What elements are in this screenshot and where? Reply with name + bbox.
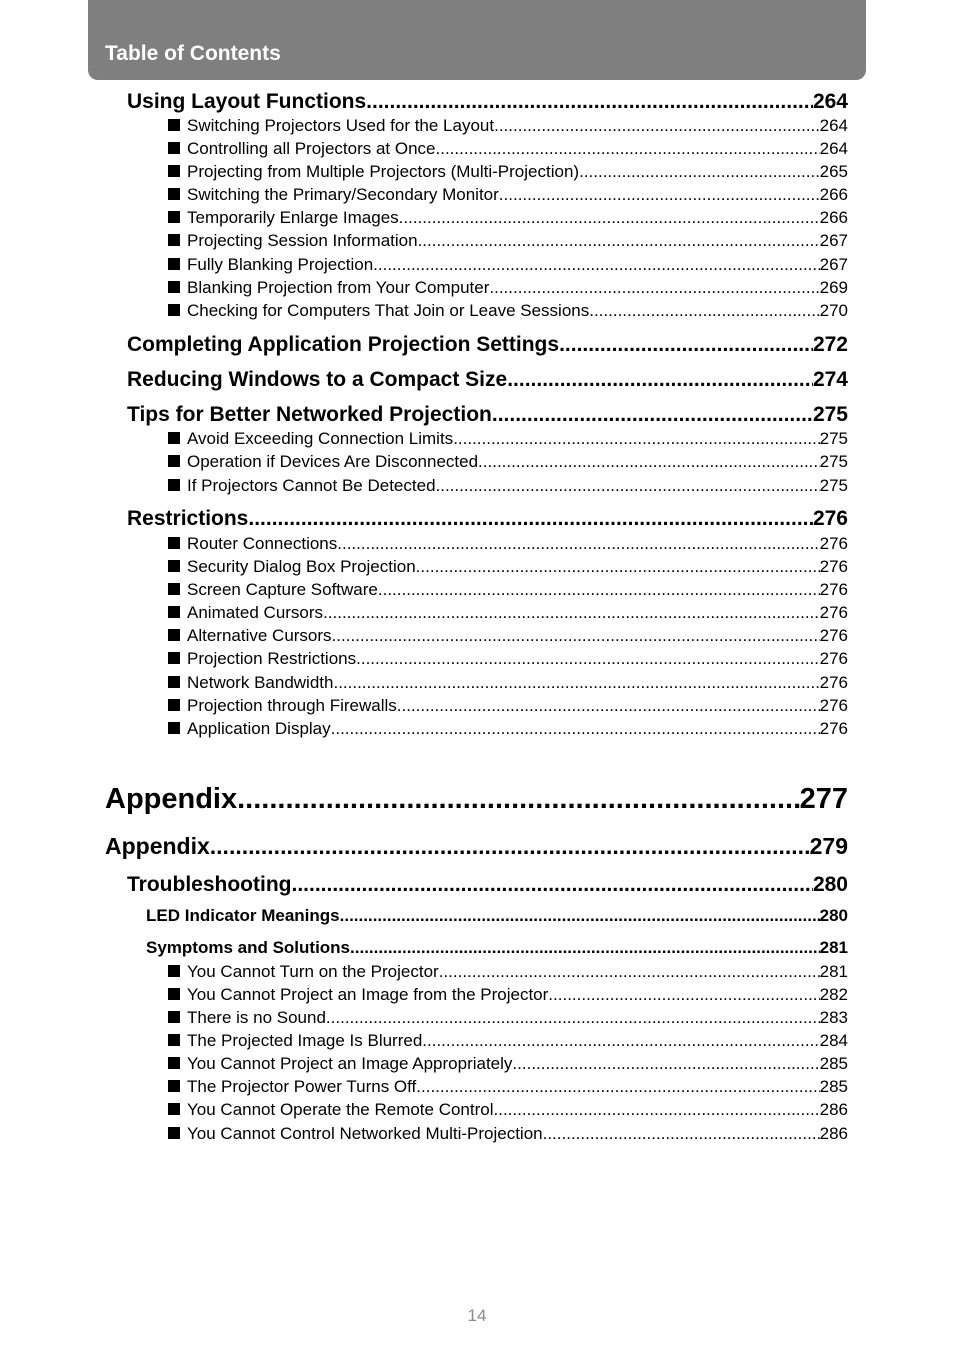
square-bullet-icon <box>168 165 180 177</box>
toc-item-title: Switching the Primary/Secondary Monitor <box>187 185 499 204</box>
toc-page-number: 266 <box>819 185 848 204</box>
leader-dots <box>507 367 813 393</box>
toc-item-title: There is no Sound <box>187 1008 326 1027</box>
leader-dots <box>436 475 820 497</box>
square-bullet-icon <box>168 234 180 246</box>
leader-dots <box>378 579 820 601</box>
toc-item[interactable] <box>168 648 848 670</box>
square-bullet-icon <box>168 1103 180 1115</box>
toc-item-title: Controlling all Projectors at Once <box>187 139 436 158</box>
leader-dots <box>210 832 810 860</box>
square-bullet-icon <box>168 1011 180 1023</box>
page-number: 14 <box>467 1306 487 1325</box>
toc-item-title: Projection through Firewalls <box>187 696 397 715</box>
toc-heading-title: Reducing Windows to a Compact Size <box>127 368 508 391</box>
toc-page-number: 264 <box>819 139 848 158</box>
toc-item-title: You Cannot Control Networked Multi-Projection <box>187 1124 543 1143</box>
toc-item-title: Router Connections <box>187 534 338 553</box>
square-bullet-icon <box>168 629 180 641</box>
header-title: Table of Contents <box>105 42 281 65</box>
toc-item-title: Fully Blanking Projection <box>187 255 374 274</box>
toc-item-title: You Cannot Turn on the Projector <box>187 962 439 981</box>
square-bullet-icon <box>168 142 180 154</box>
toc-heading-title: Using Layout Functions <box>127 90 367 113</box>
leader-dots <box>418 230 820 252</box>
toc-item[interactable] <box>168 1030 848 1052</box>
toc-page-number: 282 <box>819 985 848 1004</box>
toc-item[interactable] <box>168 230 848 252</box>
square-bullet-icon <box>168 432 180 444</box>
toc-item[interactable] <box>168 277 848 299</box>
leader-dots <box>366 89 813 115</box>
toc-page-number: 285 <box>819 1054 848 1073</box>
toc-heading-title: Completing Application Projection Settings <box>127 333 560 356</box>
leader-dots <box>337 533 819 555</box>
toc-page-number: 276 <box>819 580 848 599</box>
toc-item-title: The Projected Image Is Blurred <box>187 1031 423 1050</box>
leader-dots <box>543 1123 820 1145</box>
square-bullet-icon <box>168 988 180 1000</box>
toc-page-number: 267 <box>819 255 848 274</box>
toc-page-number: 275 <box>819 429 848 448</box>
leader-dots <box>489 277 819 299</box>
leader-dots <box>548 984 819 1006</box>
toc-item[interactable] <box>168 718 848 740</box>
toc-page-number: 266 <box>819 208 848 227</box>
square-bullet-icon <box>168 537 180 549</box>
toc-item[interactable] <box>168 984 848 1006</box>
toc-item-title: Application Display <box>187 719 331 738</box>
toc-item-title: Screen Capture Software <box>187 580 378 599</box>
leader-dots <box>494 1099 820 1121</box>
toc-page-number: 276 <box>819 603 848 622</box>
toc-item-title: Avoid Exceeding Connection Limits <box>187 429 454 448</box>
toc-page-number: 275 <box>812 403 848 426</box>
toc-page-number: 272 <box>812 333 848 356</box>
toc-page-number: 274 <box>812 368 848 391</box>
leader-dots <box>416 556 820 578</box>
toc-item[interactable] <box>168 207 848 229</box>
toc-heading[interactable] <box>127 402 848 428</box>
leader-dots <box>579 161 820 183</box>
toc-heading-title: Troubleshooting <box>127 873 292 896</box>
toc-heading[interactable] <box>127 506 848 532</box>
toc-item[interactable] <box>168 602 848 624</box>
toc-page-number: 283 <box>819 1008 848 1027</box>
square-bullet-icon <box>168 455 180 467</box>
leader-dots <box>332 625 820 647</box>
toc-item[interactable] <box>168 254 848 276</box>
toc-chapter[interactable] <box>105 781 848 817</box>
leader-dots <box>291 872 812 898</box>
toc-page-number: 276 <box>812 507 848 530</box>
square-bullet-icon <box>168 1127 180 1139</box>
square-bullet-icon <box>168 1080 180 1092</box>
toc-item[interactable] <box>168 625 848 647</box>
toc-item-title: You Cannot Project an Image from the Projector <box>187 985 549 1004</box>
square-bullet-icon <box>168 1057 180 1069</box>
leader-dots <box>559 332 813 358</box>
toc-page-number: 286 <box>819 1124 848 1143</box>
toc-item[interactable] <box>168 1076 848 1098</box>
toc-page-number: 279 <box>809 833 848 859</box>
toc-item[interactable] <box>168 161 848 183</box>
toc-subheading-title: Symptoms and Solutions <box>146 938 351 957</box>
toc-section[interactable] <box>105 832 848 860</box>
toc-item[interactable] <box>168 672 848 694</box>
toc-heading-title: Restrictions <box>127 507 249 530</box>
toc-subheading[interactable] <box>146 905 848 927</box>
square-bullet-icon <box>168 699 180 711</box>
toc-page-number: 277 <box>799 783 848 815</box>
square-bullet-icon <box>168 722 180 734</box>
toc-item[interactable] <box>168 1123 848 1145</box>
toc-item-title: You Cannot Project an Image Appropriately <box>187 1054 513 1073</box>
leader-dots <box>326 1007 820 1029</box>
toc-item-title: Animated Cursors <box>187 603 324 622</box>
toc-item[interactable] <box>168 1007 848 1029</box>
toc-page-number: 275 <box>819 476 848 495</box>
toc-item[interactable] <box>168 300 848 322</box>
leader-dots <box>499 184 820 206</box>
leader-dots <box>331 718 820 740</box>
toc-item[interactable] <box>168 475 848 497</box>
leader-dots <box>512 1053 819 1075</box>
square-bullet-icon <box>168 965 180 977</box>
toc-item[interactable] <box>168 115 848 137</box>
toc-item[interactable] <box>168 579 848 601</box>
leader-dots <box>237 781 799 817</box>
leader-dots <box>436 138 820 160</box>
toc-page-number: 264 <box>819 116 848 135</box>
toc-item[interactable] <box>168 138 848 160</box>
leader-dots <box>340 905 820 927</box>
toc-page-number: 281 <box>819 962 848 981</box>
toc-item-title: Projection Restrictions <box>187 649 357 668</box>
toc-header-bar <box>88 0 866 80</box>
square-bullet-icon <box>168 1034 180 1046</box>
toc-page-number: 265 <box>819 162 848 181</box>
toc-page-number: 285 <box>819 1077 848 1096</box>
leader-dots <box>478 451 820 473</box>
toc-item-title: Alternative Cursors <box>187 626 332 645</box>
square-bullet-icon <box>168 281 180 293</box>
leader-dots <box>248 506 813 532</box>
leader-dots <box>416 1076 819 1098</box>
toc-item[interactable] <box>168 533 848 555</box>
toc-item[interactable] <box>168 1099 848 1121</box>
toc-heading[interactable] <box>127 367 848 393</box>
square-bullet-icon <box>168 211 180 223</box>
toc-item[interactable] <box>168 184 848 206</box>
toc-item-title: Security Dialog Box Projection <box>187 557 416 576</box>
square-bullet-icon <box>168 119 180 131</box>
toc-page-number: 281 <box>819 938 848 957</box>
square-bullet-icon <box>168 560 180 572</box>
leader-dots <box>350 937 820 959</box>
leader-dots <box>453 428 819 450</box>
toc-item-title: Blanking Projection from Your Computer <box>187 278 490 297</box>
toc-item[interactable] <box>168 451 848 473</box>
toc-page-number: 276 <box>819 557 848 576</box>
leader-dots <box>492 402 813 428</box>
toc-item[interactable] <box>168 961 848 983</box>
leader-dots <box>422 1030 819 1052</box>
toc-item-title: Network Bandwidth <box>187 673 334 692</box>
leader-dots <box>333 672 819 694</box>
toc-item-title: If Projectors Cannot Be Detected <box>187 476 436 495</box>
toc-chapter-title: Appendix <box>105 783 238 815</box>
toc-item-title: Projecting from Multiple Projectors (Multi-Projection) <box>187 162 580 181</box>
toc-item-title: Switching Projectors Used for the Layout <box>187 116 495 135</box>
toc-page-number: 284 <box>819 1031 848 1050</box>
toc-item-title: Checking for Computers That Join or Leave Sessions <box>187 301 590 320</box>
square-bullet-icon <box>168 258 180 270</box>
toc-page-number: 276 <box>819 649 848 668</box>
toc-item[interactable] <box>168 695 848 717</box>
toc-page-number: 275 <box>819 452 848 471</box>
toc-subheading[interactable] <box>146 937 848 959</box>
toc-item-title: The Projector Power Turns Off <box>187 1077 417 1096</box>
square-bullet-icon <box>168 304 180 316</box>
leader-dots <box>323 602 820 624</box>
toc-section-title: Appendix <box>105 833 210 859</box>
leader-dots <box>439 961 820 983</box>
toc-heading[interactable] <box>127 332 848 358</box>
toc-heading-title: Tips for Better Networked Projection <box>127 403 492 426</box>
toc-page-number: 270 <box>819 301 848 320</box>
square-bullet-icon <box>168 479 180 491</box>
leader-dots <box>373 254 819 276</box>
leader-dots <box>397 695 820 717</box>
leader-dots <box>589 300 819 322</box>
toc-page-number: 280 <box>819 906 848 925</box>
toc-page-number: 280 <box>812 873 848 896</box>
square-bullet-icon <box>168 606 180 618</box>
square-bullet-icon <box>168 583 180 595</box>
toc-page-number: 267 <box>819 231 848 250</box>
toc-subheading-title: LED Indicator Meanings <box>146 906 340 925</box>
toc-page-number: 264 <box>812 90 848 113</box>
leader-dots <box>494 115 820 137</box>
toc-item-title: Projecting Session Information <box>187 231 418 250</box>
toc-page-number: 276 <box>819 626 848 645</box>
toc-heading[interactable] <box>127 89 848 115</box>
toc-page-number: 269 <box>819 278 848 297</box>
toc-page-number: 276 <box>819 673 848 692</box>
toc-page-number: 276 <box>819 719 848 738</box>
toc-item[interactable] <box>168 1053 848 1075</box>
leader-dots <box>356 648 820 670</box>
toc-page-number: 276 <box>819 534 848 553</box>
square-bullet-icon <box>168 652 180 664</box>
toc-page-number: 286 <box>819 1100 848 1119</box>
toc-item-title: You Cannot Operate the Remote Control <box>187 1100 494 1119</box>
leader-dots <box>399 207 820 229</box>
toc-item-title: Temporarily Enlarge Images <box>187 208 399 227</box>
toc-item[interactable] <box>168 428 848 450</box>
square-bullet-icon <box>168 188 180 200</box>
toc-item-title: Operation if Devices Are Disconnected <box>187 452 479 471</box>
toc-item[interactable] <box>168 556 848 578</box>
toc-heading[interactable] <box>127 872 848 898</box>
square-bullet-icon <box>168 676 180 688</box>
toc-page-number: 276 <box>819 696 848 715</box>
